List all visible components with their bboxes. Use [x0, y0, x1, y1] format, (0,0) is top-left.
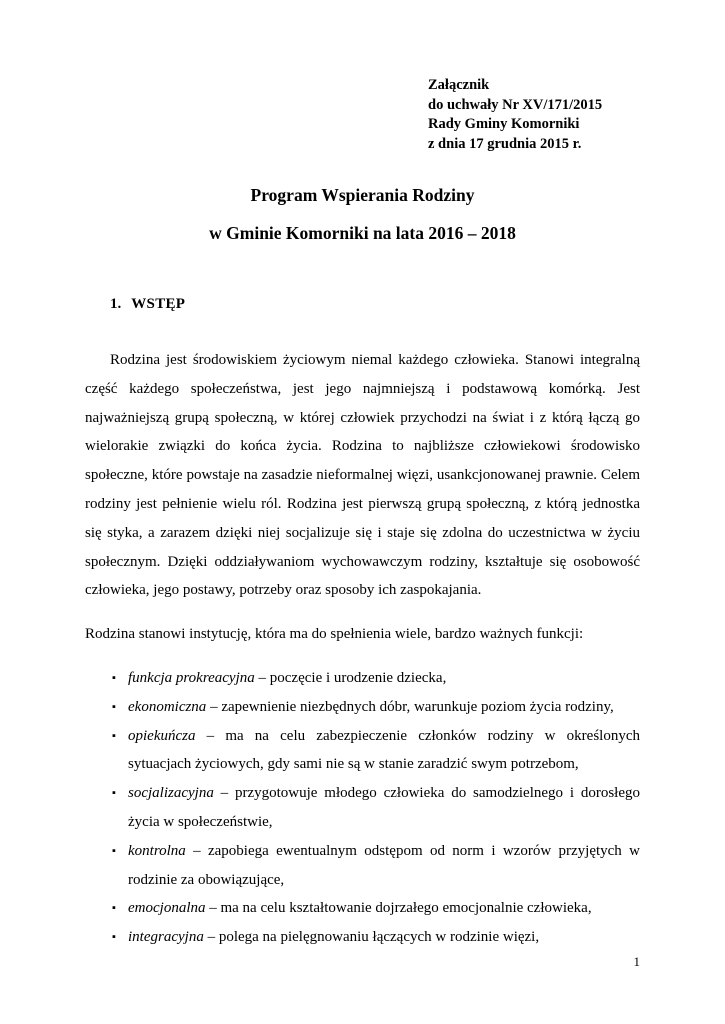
- intro-paragraph: Rodzina jest środowiskiem życiowym niemal każdego człowieka. Stanowi integralną część każdego społeczeństwa, jest jego najmniejszą i podstawową komórką. Jest najważniejszą grupą społeczną, w której człowiek przychodzi na świat i z którą łączą go wielorakie związki do końca życia. Rodzina to najbliższe człowiekowi środowisko społeczne, które powstaje na zasadzie nieformalnej więzi, usankcjonowanej prawnie. Celem rodziny jest pełnienie wielu ról. Rodzina jest pierwszą grupą społeczną, z którą jednostka się styka, a zarazem dzięki niej socjalizuje się i staje się zdolna do uczestnictwa w życiu społecznym. Dzięki oddziaływaniom wychowawczym rodziny, kształtuje się osobowość człowieka, jego postawy, potrzeby oraz sposoby ich zaspokajania.: [85, 352, 640, 599]
- function-description: – zapobiega ewentualnym odstępom od norm i wzorów przyjętych w rodzinie za obowiązujące,: [128, 842, 640, 888]
- function-description: – polega na pielęgnowaniu łączących w rodzinie więzi,: [203, 929, 540, 946]
- section-number: 1.: [110, 296, 122, 312]
- list-item: [85, 923, 640, 952]
- annex-line: do uchwały Nr XV/171/2015: [428, 96, 603, 113]
- document-title-line-1: Program Wspierania Rodziny: [250, 185, 475, 205]
- function-description: – zapewnienie niezbędnych dóbr, warunkuje poziom życia rodziny,: [206, 698, 614, 715]
- function-description: – poczęcie i urodzenie dziecka,: [254, 669, 447, 686]
- function-term: integracyjna: [128, 929, 204, 946]
- bullet-icon: ▪: [112, 787, 116, 800]
- annex-line: Załącznik: [428, 77, 490, 93]
- list-item: [85, 894, 640, 923]
- function-term: kontrolna: [128, 842, 186, 859]
- page-number: 1: [633, 954, 640, 969]
- list-item: [85, 664, 640, 693]
- function-term: ekonomiczna: [128, 698, 207, 715]
- function-description: – ma na celu zabezpieczenie członków rodziny w określonych sytuacjach życiowych, gdy sami nie są w stanie zaradzić swym potrzebom,: [128, 727, 640, 773]
- functions-intro: Rodzina stanowi instytucję, która ma do spełnienia wiele, bardzo ważnych funkcji:: [85, 626, 584, 643]
- annex-line: Rady Gminy Komorniki: [428, 116, 580, 132]
- bullet-icon: ▪: [112, 931, 116, 944]
- function-term: opiekuńcza: [128, 727, 196, 744]
- bullet-icon: ▪: [112, 844, 116, 857]
- function-term: emocjonalna: [128, 900, 206, 917]
- annex-line: z dnia 17 grudnia 2015 r.: [428, 135, 582, 152]
- annex-block: [428, 76, 640, 154]
- functions-list: [85, 664, 640, 952]
- function-term: socjalizacyjna: [128, 785, 214, 802]
- list-item: [85, 693, 640, 722]
- document-title: [85, 176, 640, 252]
- list-item: [85, 837, 640, 895]
- bullet-icon: ▪: [112, 700, 116, 713]
- function-description: – przygotowuje młodego człowieka do samodzielnego i dorosłego życia w społeczeństwie,: [128, 785, 640, 830]
- function-description: – ma na celu kształtowanie dojrzałego emocjonalnie człowieka,: [205, 900, 592, 917]
- list-item: [85, 779, 640, 837]
- list-item: [85, 722, 640, 780]
- function-term: funkcja prokreacyjna: [128, 669, 255, 686]
- bullet-icon: ▪: [112, 729, 116, 742]
- document-title-line-2: w Gminie Komorniki na lata 2016 – 2018: [209, 223, 516, 243]
- section-heading: [85, 294, 640, 314]
- bullet-icon: ▪: [112, 902, 116, 915]
- bullet-icon: ▪: [112, 671, 116, 684]
- section-label: WSTĘP: [131, 296, 186, 312]
